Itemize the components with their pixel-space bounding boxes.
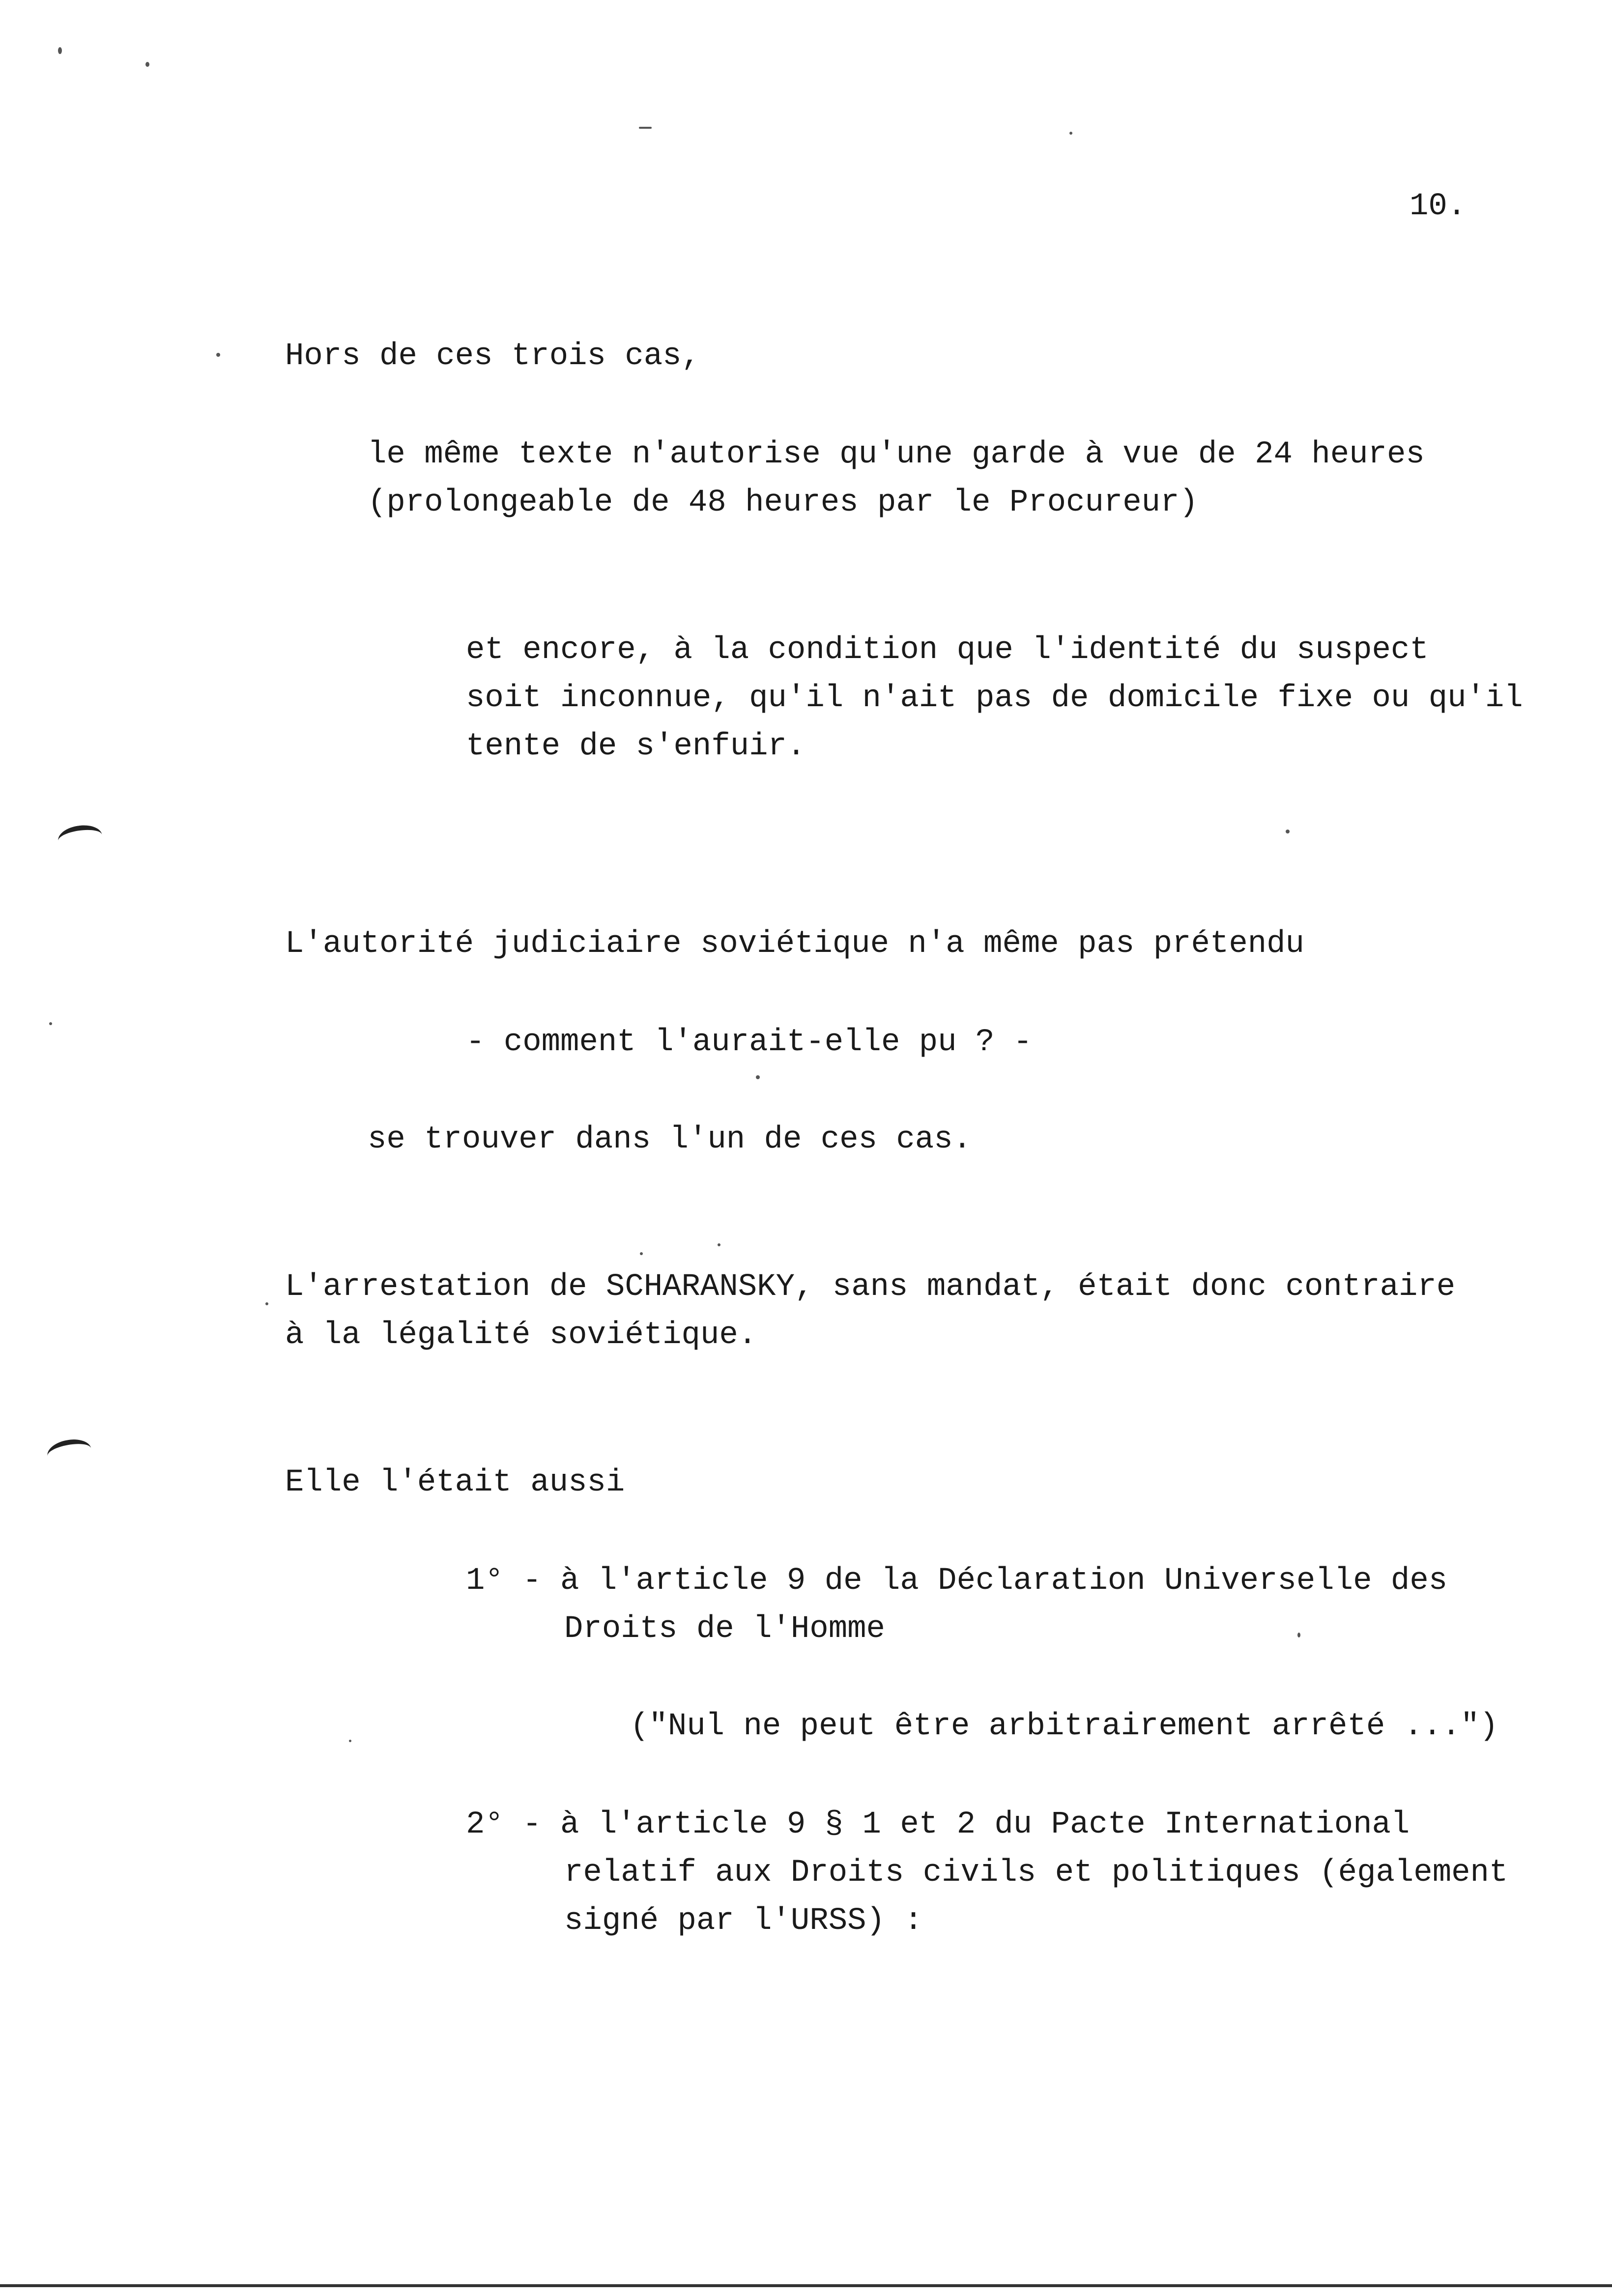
scan-speck xyxy=(145,62,149,67)
scan-speck xyxy=(58,47,62,54)
list-item-1-line-2: Droits de l'Homme xyxy=(564,1611,885,1647)
scan-speck xyxy=(1286,830,1290,833)
list-item-2-line-3: signé par l'URSS) : xyxy=(564,1903,923,1939)
list-item-1-line-1: 1° - à l'article 9 de la Déclaration Universelle des xyxy=(466,1563,1448,1599)
paragraph-garde-a-vue-line-2: (prolongeable de 48 heures par le Procureur) xyxy=(368,485,1198,520)
quote-article-9: ("Nul ne peut être arbitrairement arrêté ...") xyxy=(630,1709,1498,1744)
scan-speck xyxy=(349,1740,351,1742)
scan-speck xyxy=(216,353,220,357)
paragraph-elle-l-etait-aussi: Elle l'était aussi xyxy=(285,1465,625,1500)
scan-speck xyxy=(265,1302,268,1305)
paragraph-hors-de-ces-cas: Hors de ces trois cas, xyxy=(285,339,700,374)
list-item-2-line-1: 2° - à l'article 9 § 1 et 2 du Pacte International xyxy=(466,1807,1410,1842)
scan-speck xyxy=(718,1243,720,1246)
paragraph-aside: - comment l'aurait-elle pu ? - xyxy=(466,1025,1033,1060)
scan-bottom-edge xyxy=(0,2284,1612,2287)
scan-mark xyxy=(45,1436,93,1468)
paragraph-condition-line-2: soit inconnue, qu'il n'ait pas de domicile fixe ou qu'il xyxy=(466,681,1523,716)
scan-mark xyxy=(57,823,104,853)
paragraph-arrestation-line-1: L'arrestation de SCHARANSKY, sans mandat, était donc contraire xyxy=(285,1269,1456,1305)
scan-speck xyxy=(639,127,652,129)
paragraph-se-trouver: se trouver dans l'un de ces cas. xyxy=(368,1122,972,1157)
page-number: 10. xyxy=(1410,189,1467,224)
paragraph-condition-line-3: tente de s'enfuir. xyxy=(466,729,806,764)
scan-speck xyxy=(1069,132,1072,135)
paragraph-arrestation-line-2: à la légalité soviétique. xyxy=(285,1318,757,1353)
scan-speck xyxy=(640,1252,643,1255)
list-item-2-line-2: relatif aux Droits civils et politiques (également xyxy=(564,1855,1508,1891)
scan-speck xyxy=(756,1075,760,1079)
paragraph-garde-a-vue-line-1: le même texte n'autorise qu'une garde à vue de 24 heures xyxy=(368,437,1425,472)
paragraph-condition-line-1: et encore, à la condition que l'identité du suspect xyxy=(466,632,1429,668)
scan-speck xyxy=(1297,1633,1300,1637)
scan-speck xyxy=(49,1022,52,1025)
paragraph-autorite-judiciaire: L'autorité judiciaire soviétique n'a même pas prétendu xyxy=(285,926,1304,962)
